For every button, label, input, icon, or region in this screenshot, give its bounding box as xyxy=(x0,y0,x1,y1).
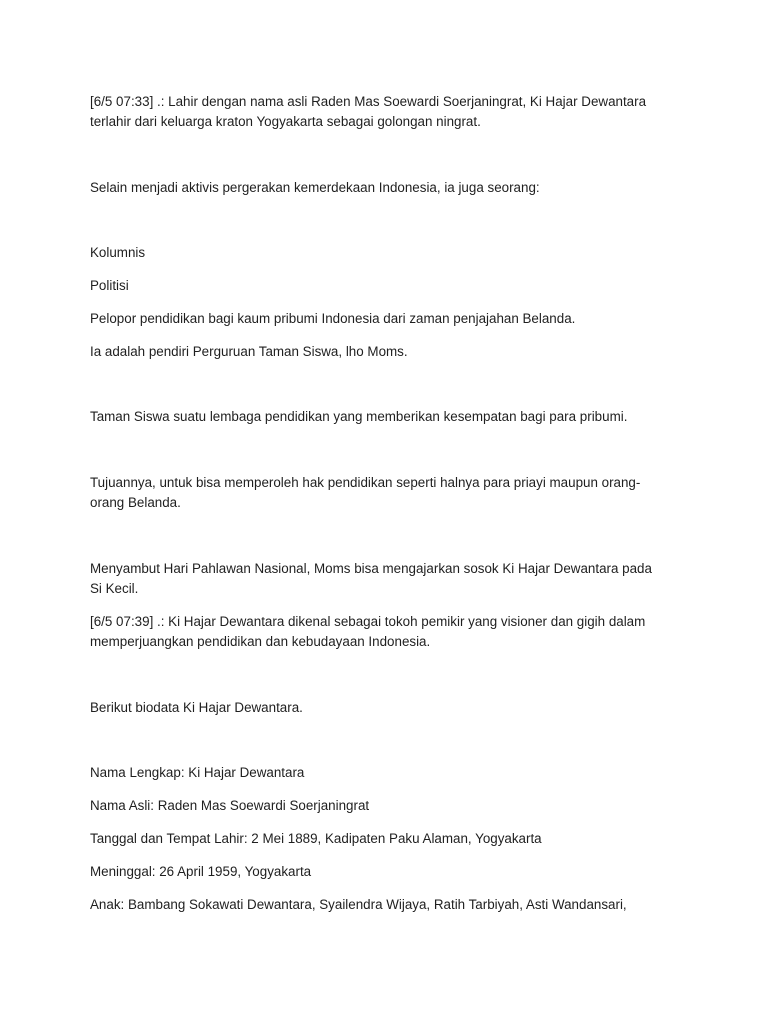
text-line: [6/5 07:33] .: Lahir dengan nama asli Raden Mas Soewardi Soerjaningrat, Ki Hajar Dewantara xyxy=(90,94,647,109)
text-line: Tanggal dan Tempat Lahir: 2 Mei 1889, Kadipaten Paku Alaman, Yogyakarta xyxy=(90,831,542,846)
biodata-death xyxy=(90,862,680,882)
paragraph-visionary xyxy=(90,612,680,652)
list-item-kolumnis xyxy=(90,243,680,263)
text-line: Nama Asli: Raden Mas Soewardi Soerjaningrat xyxy=(90,798,370,813)
paragraph-goal xyxy=(90,473,680,513)
biodata-original-name xyxy=(90,796,680,816)
paragraph-founder xyxy=(90,342,680,362)
paragraph-activist xyxy=(90,178,680,198)
biodata-children xyxy=(90,895,680,915)
text-line: Kolumnis xyxy=(90,245,146,260)
text-line: Taman Siswa suatu lembaga pendidikan yang memberikan kesempatan bagi para pribumi. xyxy=(90,409,628,424)
text-line: orang Belanda. xyxy=(90,495,181,510)
text-line: Ia adalah pendiri Perguruan Taman Siswa, lho Moms. xyxy=(90,344,408,359)
text-line: Meninggal: 26 April 1959, Yogyakarta xyxy=(90,864,312,879)
text-line: Pelopor pendidikan bagi kaum pribumi Indonesia dari zaman penjajahan Belanda. xyxy=(90,311,576,326)
biodata-full-name xyxy=(90,763,680,783)
text-line: Anak: Bambang Sokawati Dewantara, Syailendra Wijaya, Ratih Tarbiyah, Asti Wandansari, xyxy=(90,897,627,912)
biodata-birth xyxy=(90,829,680,849)
paragraph-hari-pahlawan xyxy=(90,559,680,599)
text-line: Selain menjadi aktivis pergerakan kemerdekaan Indonesia, ia juga seorang: xyxy=(90,180,540,195)
text-line: [6/5 07:39] .: Ki Hajar Dewantara dikenal sebagai tokoh pemikir yang visioner dan gigih dalam xyxy=(90,614,646,629)
paragraph-birth xyxy=(90,92,680,132)
text-line: memperjuangkan pendidikan dan kebudayaan Indonesia. xyxy=(90,634,431,649)
text-line: Berikut biodata Ki Hajar Dewantara. xyxy=(90,700,303,715)
text-line: Nama Lengkap: Ki Hajar Dewantara xyxy=(90,765,305,780)
text-line: Tujuannya, untuk bisa memperoleh hak pendidikan seperti halnya para priayi maupun orang- xyxy=(90,475,641,490)
text-line: Politisi xyxy=(90,278,129,293)
list-item-politisi xyxy=(90,276,680,296)
paragraph-biodata-intro xyxy=(90,698,680,718)
text-line: terlahir dari keluarga kraton Yogyakarta sebagai golongan ningrat. xyxy=(90,114,481,129)
paragraph-taman-siswa xyxy=(90,407,680,427)
list-item-pelopor xyxy=(90,309,680,329)
text-line: Menyambut Hari Pahlawan Nasional, Moms bisa mengajarkan sosok Ki Hajar Dewantara pada xyxy=(90,561,652,576)
text-line: Si Kecil. xyxy=(90,581,139,596)
